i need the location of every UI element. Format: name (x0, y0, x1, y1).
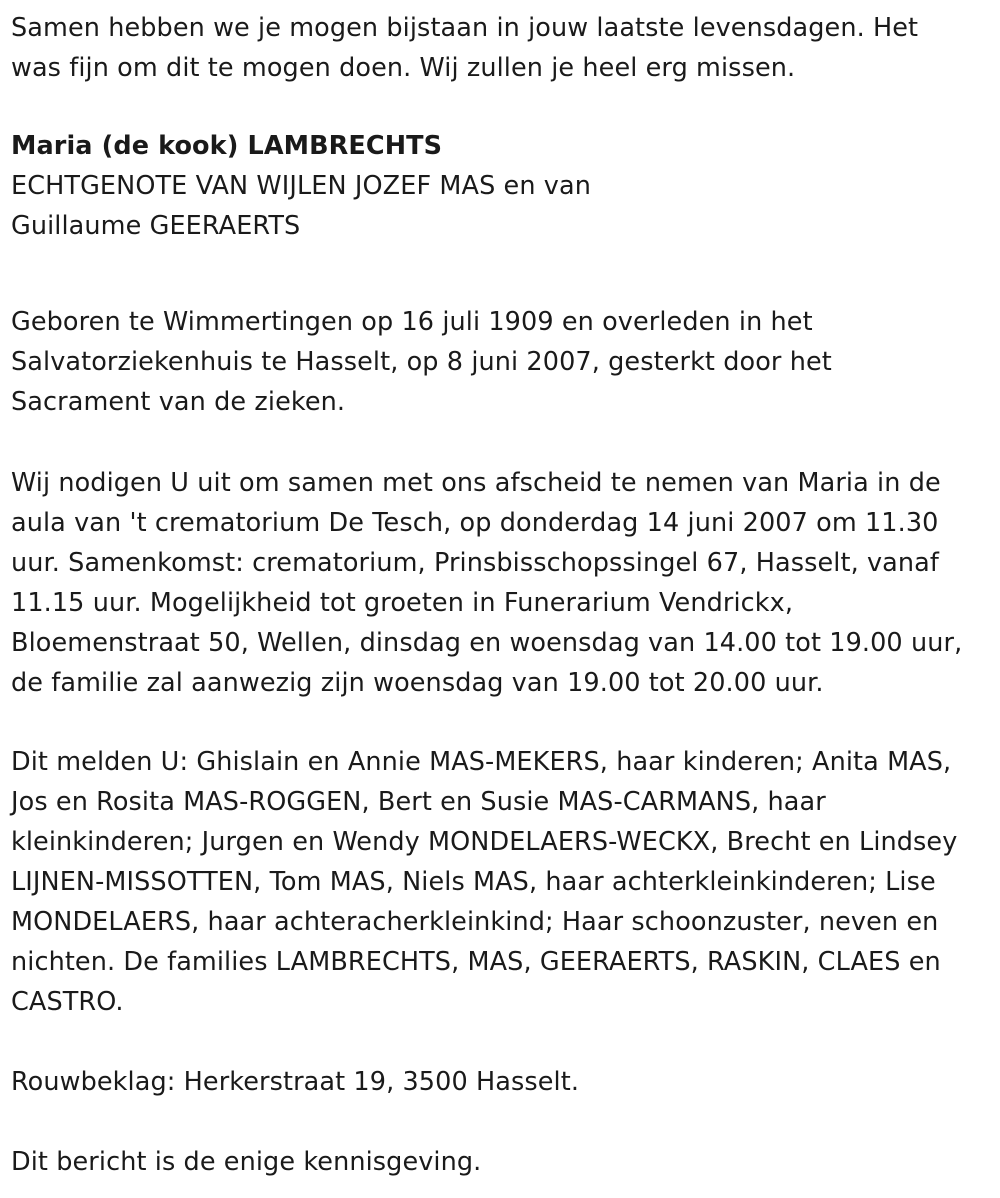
family-line: Dit melden U: Ghislain en Annie MAS-MEKERS, haar kinderen; Anita MAS, (11, 747, 952, 777)
intro-paragraph (11, 8, 918, 88)
family-line: kleinkinderen; Jurgen en Wendy MONDELAERS-WECKX, Brecht en Lindsey (11, 827, 958, 857)
birth-death-line: Salvatorziekenhuis te Hasselt, op 8 juni 2007, gesterkt door het (11, 347, 832, 377)
invitation-line: Wij nodigen U uit om samen met ons afscheid te nemen van Maria in de (11, 468, 941, 498)
family-line: CASTRO. (11, 987, 124, 1017)
invitation-line: aula van 't crematorium De Tesch, op donderdag 14 juni 2007 om 11.30 (11, 508, 939, 538)
birth-death-line: Geboren te Wimmertingen op 16 juli 1909 en overleden in het (11, 307, 813, 337)
notice-paragraph (11, 1142, 481, 1182)
invitation-line: Bloemenstraat 50, Wellen, dinsdag en woensdag van 14.00 tot 19.00 uur, (11, 628, 963, 658)
birth-death-paragraph (11, 302, 832, 422)
family-line: LIJNEN-MISSOTTEN, Tom MAS, Niels MAS, haar achterkleinkinderen; Lise (11, 867, 936, 897)
family-line: Jos en Rosita MAS-ROGGEN, Bert en Susie MAS-CARMANS, haar (11, 787, 826, 817)
spouse-line: ECHTGENOTE VAN WIJLEN JOZEF MAS en van (11, 171, 591, 201)
condolence-address: Rouwbeklag: Herkerstraat 19, 3500 Hasselt. (11, 1067, 580, 1097)
family-paragraph (11, 742, 957, 1022)
spouse-line: Guillaume GEERAERTS (11, 211, 301, 241)
invitation-line: de familie zal aanwezig zijn woensdag van 19.00 tot 20.00 uur. (11, 668, 824, 698)
birth-death-line: Sacrament van de zieken. (11, 387, 346, 417)
family-line: nichten. De families LAMBRECHTS, MAS, GEERAERTS, RASKIN, CLAES en (11, 947, 941, 977)
intro-line: was fijn om dit te mogen doen. Wij zullen je heel erg missen. (11, 53, 796, 83)
invitation-line: uur. Samenkomst: crematorium, Prinsbisschopssingel 67, Hasselt, vanaf (11, 548, 939, 578)
deceased-name: Maria (de kook) LAMBRECHTS (11, 131, 443, 161)
deceased-block (11, 126, 591, 246)
intro-line: Samen hebben we je mogen bijstaan in jouw laatste levensdagen. Het (11, 13, 919, 43)
condolence-paragraph (11, 1062, 579, 1102)
family-line: MONDELAERS, haar achteracherkleinkind; Haar schoonzuster, neven en (11, 907, 939, 937)
notice-text: Dit bericht is de enige kennisgeving. (11, 1147, 482, 1177)
invitation-paragraph (11, 463, 962, 703)
invitation-line: 11.15 uur. Mogelijkheid tot groeten in Funerarium Vendrickx, (11, 588, 794, 618)
